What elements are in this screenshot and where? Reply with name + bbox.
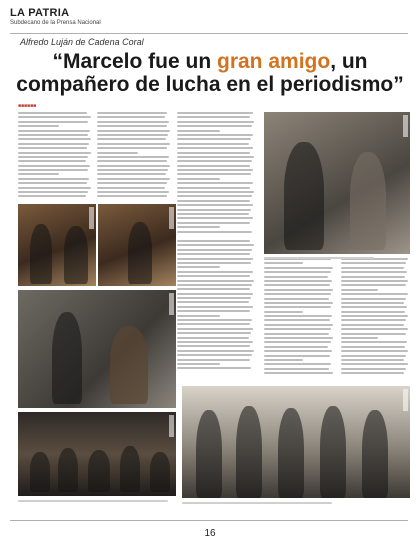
text-line — [177, 231, 252, 233]
text-line — [97, 191, 169, 193]
text-line — [264, 350, 332, 352]
body-column-2 — [97, 112, 171, 200]
text-line — [264, 341, 331, 343]
page-number: 16 — [204, 528, 216, 539]
text-line — [97, 121, 169, 123]
text-line — [18, 152, 91, 154]
text-line — [177, 182, 253, 184]
text-line — [341, 293, 408, 295]
caption-portrait — [264, 257, 374, 259]
text-line — [264, 289, 333, 291]
text-line — [264, 284, 330, 286]
text-line — [97, 125, 167, 127]
text-line — [177, 112, 253, 114]
text-line — [264, 324, 333, 326]
section-tag: ■■■■■■ — [18, 103, 37, 109]
text-line — [177, 130, 220, 132]
text-line — [177, 165, 250, 167]
text-line — [264, 372, 333, 374]
text-line — [177, 328, 253, 330]
text-line — [18, 130, 90, 132]
text-line — [264, 280, 332, 282]
text-line — [177, 271, 253, 273]
text-line — [177, 341, 253, 343]
text-line — [97, 178, 170, 180]
text-line — [18, 173, 59, 175]
newspaper-tagline: Subdecano de la Prensa Nacional — [10, 20, 101, 26]
text-line — [264, 298, 329, 300]
text-line — [177, 134, 253, 136]
text-line — [177, 116, 250, 118]
text-line — [18, 178, 89, 180]
text-line — [177, 143, 249, 145]
text-line — [18, 160, 86, 162]
body-column-3 — [177, 112, 255, 235]
text-line — [341, 284, 406, 286]
body-column-3-lower — [177, 240, 255, 372]
text-line — [264, 302, 333, 304]
text-line — [341, 363, 408, 365]
text-line — [18, 112, 87, 114]
text-line — [18, 138, 91, 140]
text-line — [341, 306, 407, 308]
caption-group — [182, 502, 332, 504]
text-line — [341, 355, 406, 357]
photo-speaker — [18, 290, 176, 408]
text-line — [177, 217, 253, 219]
text-line — [18, 116, 91, 118]
text-line — [18, 191, 88, 193]
text-line — [177, 332, 251, 334]
text-line — [18, 143, 89, 145]
headline-part-1: “Marcelo fue un — [52, 50, 217, 73]
text-line — [177, 275, 250, 277]
text-line — [341, 302, 404, 304]
text-line — [177, 354, 252, 356]
photo-portrait — [264, 112, 410, 254]
text-line — [18, 195, 86, 197]
text-line — [97, 134, 168, 136]
text-line — [177, 363, 220, 365]
text-line — [264, 319, 330, 321]
text-line — [341, 289, 378, 291]
text-line — [341, 328, 408, 330]
text-line — [341, 271, 407, 273]
text-line — [264, 293, 331, 295]
text-line — [177, 258, 253, 260]
text-line — [97, 130, 170, 132]
article-headline — [10, 50, 410, 96]
text-line — [177, 147, 253, 149]
text-line — [177, 367, 251, 369]
text-line — [264, 271, 331, 273]
text-line — [97, 169, 168, 171]
text-line — [177, 191, 254, 193]
photo-banquet — [18, 412, 176, 496]
text-line — [177, 297, 251, 299]
text-line — [341, 350, 408, 352]
text-line — [18, 169, 88, 171]
text-line — [264, 267, 333, 269]
text-line — [177, 323, 250, 325]
text-line — [177, 213, 249, 215]
text-line — [264, 346, 328, 348]
text-line — [177, 187, 250, 189]
footer-rule — [10, 520, 408, 521]
text-line — [264, 337, 333, 339]
photo-group — [182, 386, 410, 498]
text-line — [18, 156, 88, 158]
text-line — [97, 138, 166, 140]
text-line — [177, 293, 253, 295]
text-line — [177, 280, 254, 282]
text-line — [177, 152, 250, 154]
text-line — [341, 267, 404, 269]
text-line — [264, 363, 331, 365]
text-line — [97, 187, 165, 189]
text-line — [18, 182, 87, 184]
text-line — [177, 244, 254, 246]
text-line — [18, 121, 88, 123]
text-line — [177, 200, 250, 202]
text-line — [97, 147, 167, 149]
text-line — [177, 156, 254, 158]
body-column-4 — [264, 258, 334, 377]
text-line — [177, 262, 251, 264]
text-line — [341, 372, 404, 374]
text-line — [177, 249, 252, 251]
text-line — [341, 341, 407, 343]
text-line — [18, 165, 90, 167]
text-line — [264, 276, 328, 278]
text-line — [177, 319, 252, 321]
text-line — [177, 359, 250, 361]
text-line — [264, 262, 303, 264]
text-line — [177, 266, 220, 268]
text-line — [177, 240, 250, 242]
text-line — [264, 355, 330, 357]
text-line — [264, 368, 329, 370]
text-line — [177, 125, 252, 127]
text-line — [177, 178, 220, 180]
text-line — [177, 173, 251, 175]
text-line — [177, 310, 250, 312]
text-line — [264, 311, 303, 313]
text-line — [97, 116, 165, 118]
newspaper-name: LA PATRIA — [10, 7, 70, 19]
text-line — [341, 337, 378, 339]
text-line — [177, 209, 251, 211]
photo-award-ceremony — [18, 204, 96, 286]
text-line — [341, 368, 406, 370]
headline-accent: gran amigo — [217, 50, 331, 73]
text-line — [341, 359, 404, 361]
text-line — [18, 147, 87, 149]
text-line — [177, 138, 251, 140]
text-line — [341, 262, 406, 264]
text-line — [177, 284, 252, 286]
body-column-1 — [18, 112, 92, 200]
text-line — [97, 195, 167, 197]
text-line — [97, 152, 138, 154]
text-line — [177, 169, 253, 171]
text-line — [177, 253, 250, 255]
text-line — [97, 182, 167, 184]
text-line — [341, 311, 405, 313]
text-line — [177, 345, 250, 347]
text-line — [97, 112, 167, 114]
text-line — [177, 204, 253, 206]
text-line — [177, 222, 250, 224]
text-line — [341, 333, 406, 335]
text-line — [264, 328, 331, 330]
text-line — [177, 306, 253, 308]
text-line — [177, 315, 220, 317]
text-line — [177, 337, 249, 339]
headline-part-2: , un compañero de lucha en el periodismo” — [16, 50, 404, 96]
masthead — [10, 7, 408, 26]
text-line — [341, 324, 404, 326]
text-line — [341, 346, 405, 348]
header-rule — [10, 33, 408, 34]
text-line — [264, 306, 331, 308]
text-line — [97, 160, 167, 162]
text-line — [341, 315, 408, 317]
text-line — [177, 160, 252, 162]
text-line — [97, 156, 169, 158]
text-line — [177, 350, 254, 352]
article-kicker: Alfredo Luján de Cadena Coral — [20, 37, 144, 47]
text-line — [264, 333, 329, 335]
body-column-5 — [341, 258, 409, 377]
text-line — [341, 280, 408, 282]
text-line — [97, 173, 166, 175]
text-line — [264, 359, 303, 361]
text-line — [18, 125, 59, 127]
text-line — [177, 288, 250, 290]
text-line — [177, 121, 254, 123]
text-line — [341, 298, 406, 300]
caption-banquet — [18, 500, 168, 502]
text-line — [177, 226, 220, 228]
text-line — [177, 195, 252, 197]
text-line — [18, 134, 88, 136]
photo-podium — [98, 204, 176, 286]
text-line — [177, 301, 249, 303]
text-line — [97, 165, 170, 167]
text-line — [97, 143, 170, 145]
text-line — [341, 276, 405, 278]
text-line — [18, 187, 91, 189]
text-line — [264, 315, 332, 317]
text-line — [341, 319, 406, 321]
